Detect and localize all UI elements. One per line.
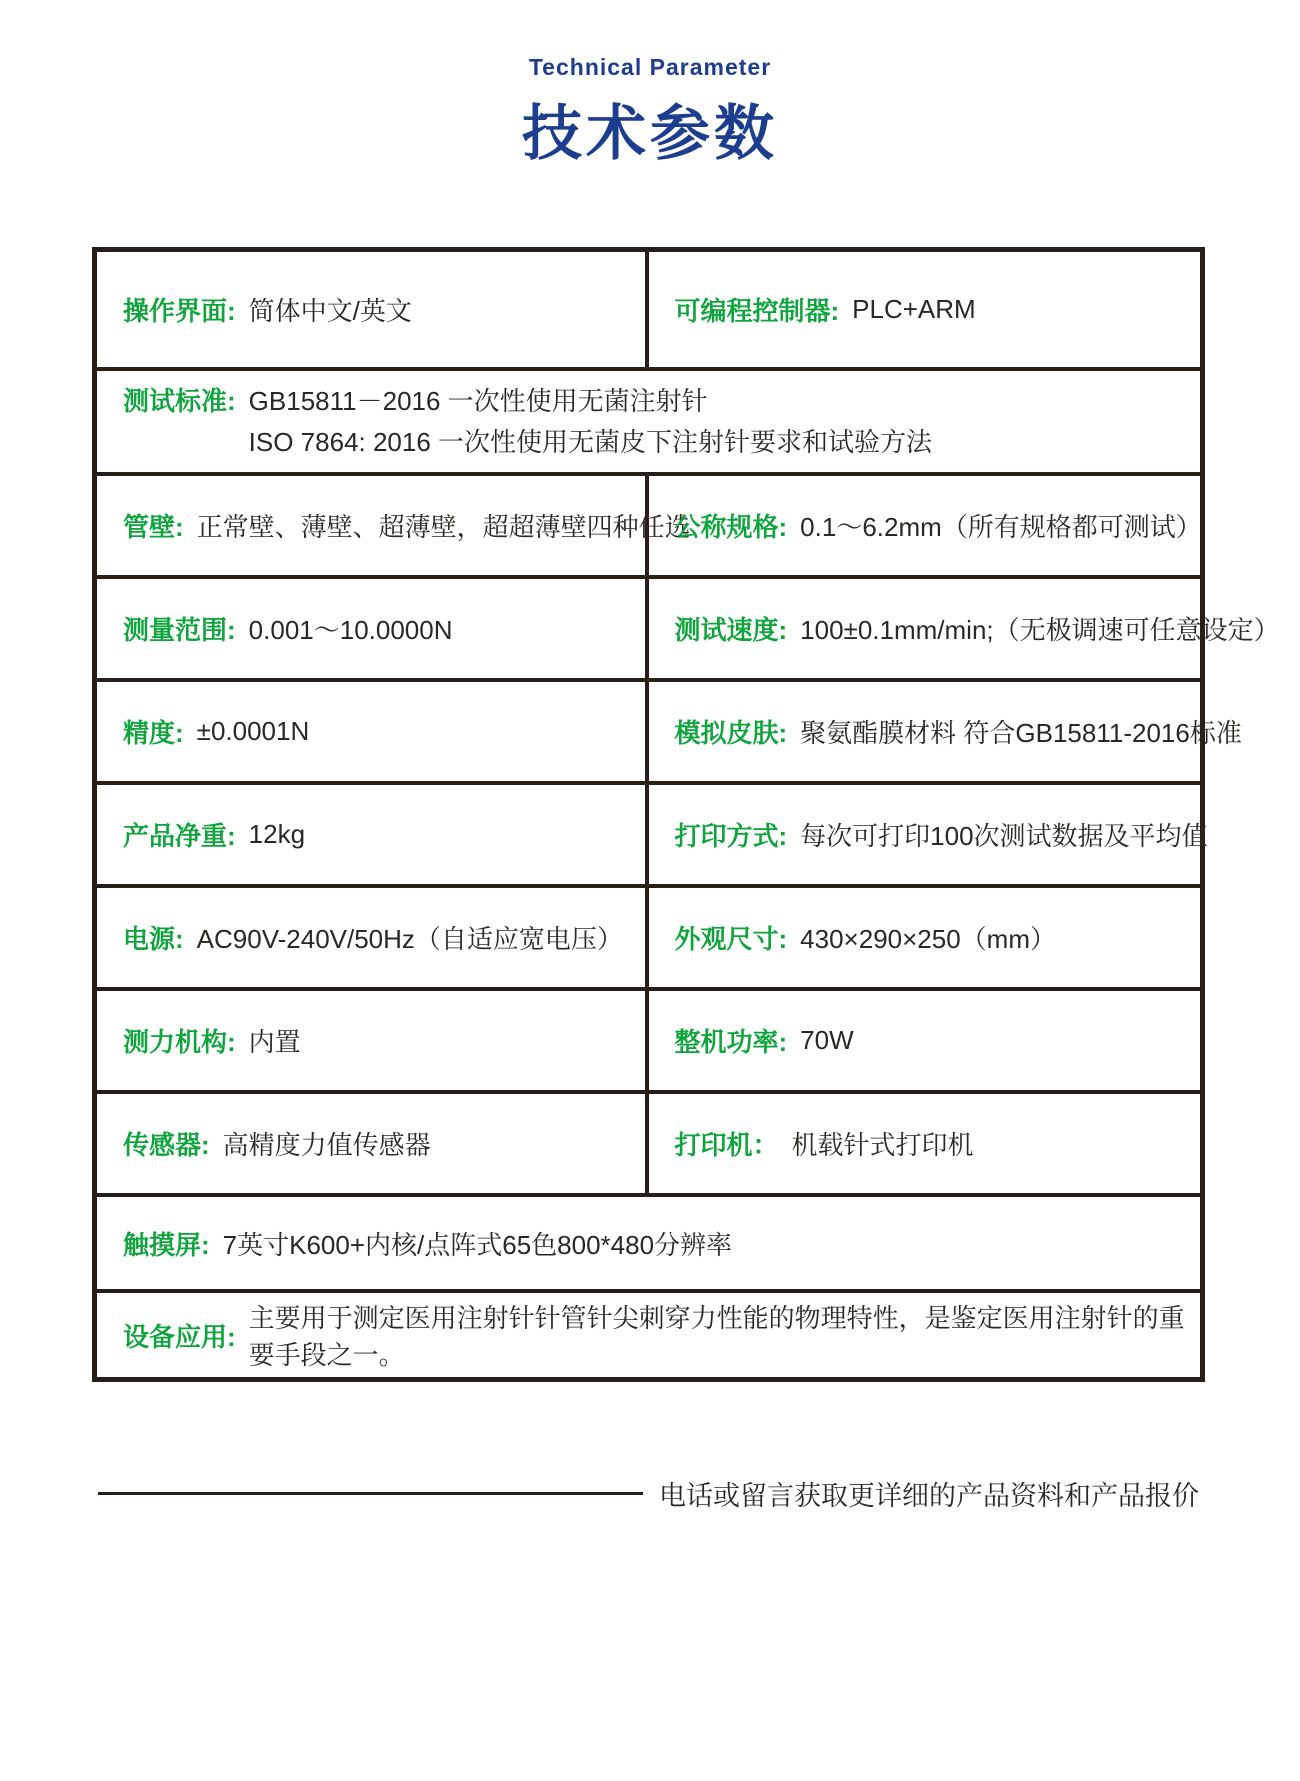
cell-force-mechanism: [97, 991, 649, 1090]
param-label: 触摸屏:: [123, 1229, 210, 1260]
cell-precision: [97, 682, 649, 781]
param-value: ±0.0001N: [196, 716, 310, 746]
footer-rule: [98, 1492, 643, 1495]
param-value: 每次可打印100次测试数据及平均值: [800, 821, 1208, 851]
param-value: 100±0.1mm/min;（无极调速可任意设定）: [800, 615, 1280, 645]
param-label: 测量范围:: [123, 615, 236, 645]
param-value: 7英寸K600+内核/点阵式65色800*480分辨率: [222, 1229, 733, 1260]
param-label: 管壁:: [123, 512, 184, 542]
cell-tube-wall: [97, 476, 691, 575]
param-label: 测试标准:: [123, 385, 236, 416]
cell-total-power: [649, 991, 1201, 1090]
cell-simulated-skin: [649, 682, 1242, 781]
param-label: 产品净重:: [123, 821, 236, 851]
param-value: 70W: [800, 1025, 854, 1055]
param-value: 0.001～10.0000N: [248, 615, 453, 645]
table-row: [97, 884, 1200, 987]
param-label: 电源:: [123, 924, 184, 954]
param-value: 430×290×250（mm）: [800, 924, 1056, 954]
param-label: 整机功率:: [674, 1027, 788, 1057]
table-row: [97, 367, 1200, 472]
param-value: PLC+ARM: [852, 294, 976, 324]
param-value: 内置: [248, 1027, 301, 1057]
param-value: 聚氨酯膜材料 符合GB15811-2016标准: [800, 718, 1242, 748]
param-value: 主要用于测定医用注射针针管针尖刺穿力性能的物理特性，是鉴定医用注射针的重要手段之一。: [248, 1303, 1185, 1370]
param-value: 简体中文/英文: [248, 296, 412, 326]
param-label: 模拟皮肤:: [674, 718, 788, 748]
param-value: AC90V-240V/50Hz（自适应宽电压）: [196, 924, 623, 954]
param-label: 测试速度:: [674, 615, 788, 645]
table-row: [97, 781, 1208, 884]
footer: [98, 1474, 1208, 1513]
footer-note: 电话或留言获取更详细的产品资料和产品报价: [659, 1481, 1199, 1511]
table-row: [97, 1090, 1200, 1193]
cell-nominal-spec: [649, 476, 1201, 575]
table-row: [97, 678, 1242, 781]
param-label: 可编程控制器:: [674, 296, 840, 326]
page-subtitle-en: Technical Parameter: [528, 54, 772, 80]
table-row: [97, 575, 1280, 678]
cell-printer: [649, 1094, 1201, 1193]
cell-test-speed: [649, 579, 1280, 678]
param-label: 设备应用:: [123, 1321, 236, 1352]
param-label: 外观尺寸:: [674, 924, 788, 954]
table-row: [97, 472, 1200, 575]
cell-test-standard: [97, 371, 1200, 472]
cell-touch-screen: [97, 1197, 1200, 1289]
table-row: [97, 252, 1200, 367]
cell-print-mode: [649, 785, 1208, 884]
param-label: 精度:: [123, 718, 184, 748]
param-label: 测力机构:: [123, 1027, 236, 1057]
param-value: GB15811－2016 一次性使用无菌注射针 ISO 7864: 2016 一次性使用无菌皮下注射针要求和试验方法: [248, 385, 933, 457]
page-title: 技术参数: [522, 100, 778, 167]
param-value: 机载针式打印机: [791, 1130, 974, 1160]
cell-programmable-controller: [649, 252, 1201, 367]
param-label: 传感器:: [123, 1130, 210, 1160]
table-row: [97, 1289, 1200, 1377]
param-value: 0.1～6.2mm（所有规格都可测试）: [800, 512, 1202, 542]
param-label: 操作界面:: [123, 296, 236, 326]
cell-device-application: [97, 1293, 1200, 1377]
cell-measure-range: [97, 579, 649, 678]
cell-net-weight: [97, 785, 649, 884]
param-value: 高精度力值传感器: [222, 1130, 431, 1160]
table-row: [97, 987, 1200, 1090]
cell-dimensions: [649, 888, 1201, 987]
cell-sensor: [97, 1094, 649, 1193]
param-label: 公称规格:: [674, 512, 788, 542]
cell-power-supply: [97, 888, 649, 987]
param-label: 打印机：: [674, 1130, 779, 1160]
table-row: [97, 1193, 1200, 1289]
param-value: 12kg: [248, 819, 306, 849]
param-table: [92, 247, 1280, 1382]
param-label: 打印方式:: [674, 821, 788, 851]
cell-operation-interface: [97, 252, 649, 367]
param-value: 正常壁、薄壁、超薄壁，超超薄壁四种任选: [196, 512, 691, 542]
